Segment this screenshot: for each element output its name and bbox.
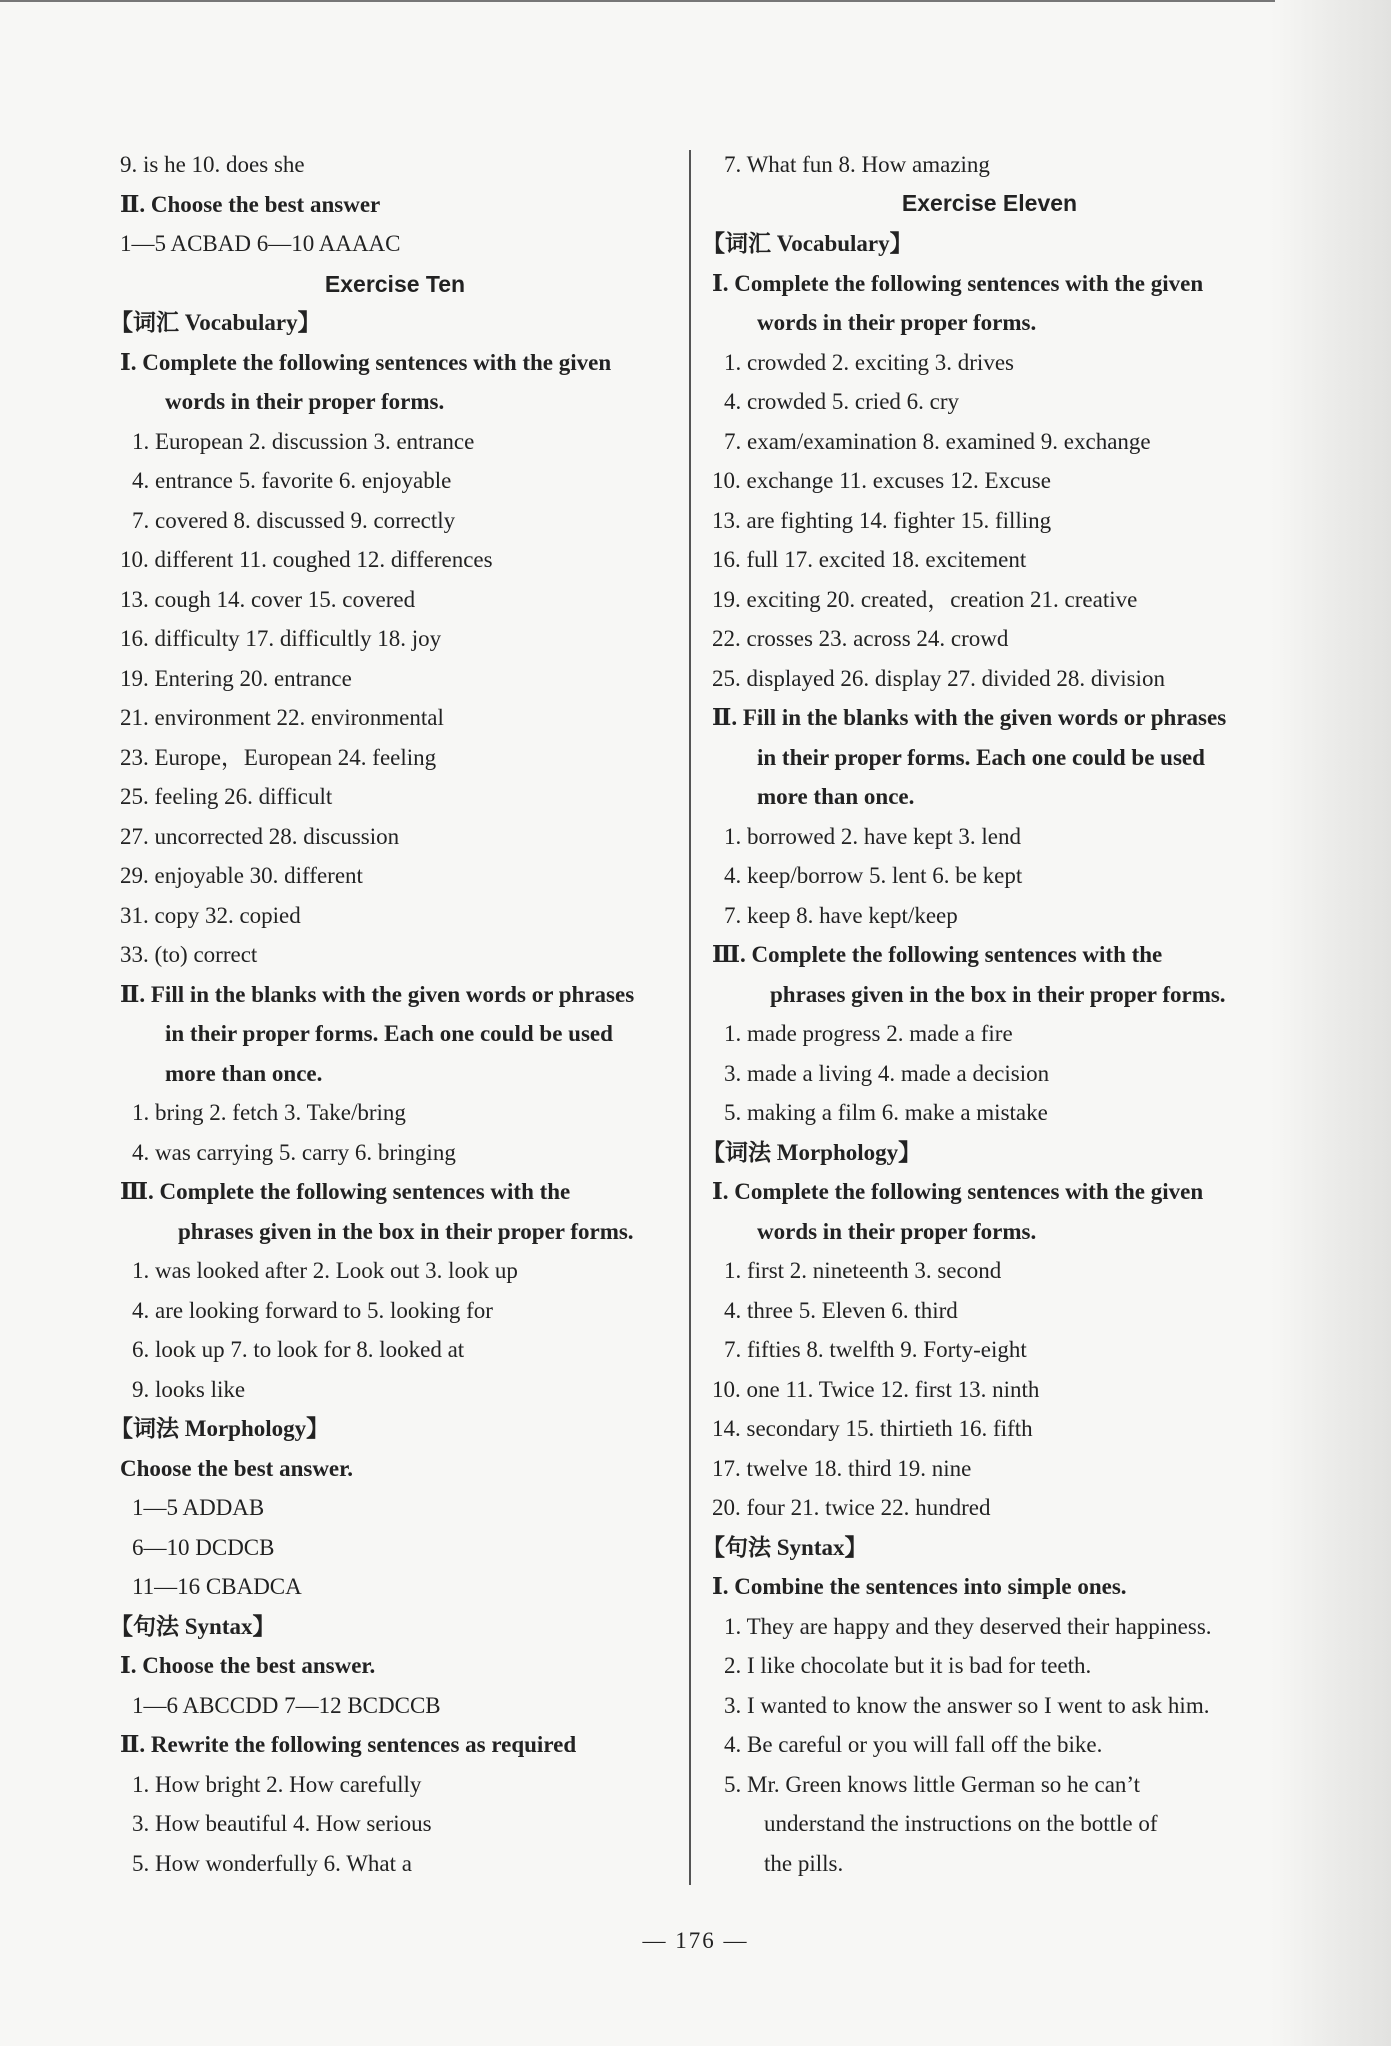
answer-line: 25. displayed 26. display 27. divided 28. division (712, 666, 1165, 691)
answer-line: 6—10 DCDCB (132, 1535, 275, 1560)
instruction-heading-cont: phrases given in the box in their proper forms. (178, 1219, 634, 1244)
answer-line: 4. entrance 5. favorite 6. enjoyable (132, 468, 452, 493)
instruction-heading: Ⅰ. Complete the following sentences with the given (712, 1179, 1204, 1204)
instruction-heading: Ⅱ. Rewrite the following sentences as required (120, 1732, 577, 1757)
answer-line: 4. was carrying 5. carry 6. bringing (132, 1140, 456, 1165)
answer-line: 1. was looked after 2. Look out 3. look up (132, 1258, 518, 1283)
category-heading: 【词法 Morphology】 (702, 1140, 922, 1165)
answer-line: 13. are fighting 14. fighter 15. filling (712, 508, 1052, 533)
category-heading: 【句法 Syntax】 (702, 1535, 868, 1560)
answer-line: 17. twelve 18. third 19. nine (712, 1456, 972, 1481)
answer-line: 1. How bright 2. How carefully (132, 1772, 422, 1797)
exercise-title: Exercise Ten (324, 271, 466, 297)
answer-line: 16. difficulty 17. difficultly 18. joy (120, 626, 442, 651)
answer-line: 1—6 ABCCDD 7—12 BCDCCB (132, 1693, 441, 1718)
answer-line: 1. borrowed 2. have kept 3. lend (724, 824, 1022, 849)
category-heading: 【词汇 Vocabulary】 (110, 310, 321, 335)
answer-line: 1. European 2. discussion 3. entrance (132, 429, 475, 454)
instruction-heading: Ⅰ. Complete the following sentences with the given (120, 350, 612, 375)
answer-line: 4. crowded 5. cried 6. cry (724, 389, 960, 414)
instruction-heading-cont: more than once. (165, 1061, 323, 1086)
answer-line: 4. Be careful or you will fall off the bike. (724, 1732, 1103, 1757)
instruction-heading: Ⅰ. Complete the following sentences with the given (712, 271, 1204, 296)
answer-line: 9. is he 10. does she (120, 152, 305, 177)
answer-line: 1. bring 2. fetch 3. Take/bring (132, 1100, 406, 1125)
answer-line: 4. are looking forward to 5. looking for (132, 1298, 493, 1323)
answer-line: 27. uncorrected 28. discussion (120, 824, 400, 849)
answer-line: 23. Europe，European 24. feeling (120, 745, 437, 770)
answer-line: 4. three 5. Eleven 6. third (724, 1298, 958, 1323)
answer-line: 3. I wanted to know the answer so I went to ask him. (724, 1693, 1210, 1718)
instruction-heading: Ⅰ. Combine the sentences into simple ones. (712, 1574, 1127, 1599)
answer-line: 9. looks like (132, 1377, 246, 1402)
answer-line: 10. exchange 11. excuses 12. Excuse (712, 468, 1051, 493)
category-heading: 【句法 Syntax】 (110, 1614, 276, 1639)
answer-line: 22. crosses 23. across 24. crowd (712, 626, 1009, 651)
answer-line: 20. four 21. twice 22. hundred (712, 1495, 991, 1520)
exercise-title: Exercise Eleven (901, 190, 1078, 216)
answer-line: 6. look up 7. to look for 8. looked at (132, 1337, 465, 1362)
answer-line: 31. copy 32. copied (120, 903, 301, 928)
instruction-heading-cont: phrases given in the box in their proper forms. (770, 982, 1226, 1007)
answer-line: 5. Mr. Green knows little German so he can’t (724, 1772, 1141, 1797)
answer-line: 5. How wonderfully 6. What a (132, 1851, 412, 1876)
answer-line: 25. feeling 26. difficult (120, 784, 333, 809)
answer-line: 1. made progress 2. made a fire (724, 1021, 1013, 1046)
answer-line: 1—5 ACBAD 6—10 AAAAC (120, 231, 401, 256)
instruction-heading-cont: in their proper forms. Each one could be used (165, 1021, 613, 1046)
answer-line: 21. environment 22. environmental (120, 705, 444, 730)
answer-line: 19. Entering 20. entrance (120, 666, 352, 691)
answer-line: 16. full 17. excited 18. excitement (712, 547, 1027, 572)
answer-line: 33. (to) correct (120, 942, 258, 967)
instruction-heading: Ⅲ. Complete the following sentences with the (712, 942, 1163, 967)
category-heading: 【词法 Morphology】 (110, 1416, 330, 1441)
answer-line: 7. What fun 8. How amazing (724, 152, 990, 177)
instruction-heading: Ⅰ. Choose the best answer. (120, 1653, 376, 1678)
answer-line: 7. exam/examination 8. examined 9. exchange (724, 429, 1151, 454)
answer-line: 10. one 11. Twice 12. first 13. ninth (712, 1377, 1040, 1402)
answer-line: 4. keep/borrow 5. lent 6. be kept (724, 863, 1023, 888)
answer-line: 2. I like chocolate but it is bad for teeth. (724, 1653, 1092, 1678)
category-heading: 【词汇 Vocabulary】 (702, 231, 913, 256)
instruction-heading: Ⅱ. Fill in the blanks with the given words or phrases (120, 982, 635, 1007)
answer-line: 7. covered 8. discussed 9. correctly (132, 508, 456, 533)
answer-line: 5. making a film 6. make a mistake (724, 1100, 1048, 1125)
answer-line: 1. They are happy and they deserved their happiness. (724, 1614, 1212, 1639)
answer-line: 3. made a living 4. made a decision (724, 1061, 1050, 1086)
answer-line: 1. crowded 2. exciting 3. drives (724, 350, 1014, 375)
instruction-heading: Ⅱ. Fill in the blanks with the given words or phrases (712, 705, 1227, 730)
page-edge-shadow (1271, 0, 1391, 2046)
instruction-heading-cont: words in their proper forms. (757, 1219, 1037, 1244)
instruction-heading: Choose the best answer. (120, 1456, 353, 1481)
page-number: — 176 — (642, 1928, 749, 1953)
answer-line: 14. secondary 15. thirtieth 16. fifth (712, 1416, 1033, 1441)
answer-line: 7. keep 8. have kept/keep (724, 903, 958, 928)
answer-line: 1—5 ADDAB (132, 1495, 265, 1520)
top-rule (0, 0, 1275, 2)
answer-line-cont: understand the instructions on the bottle of (764, 1811, 1158, 1836)
instruction-heading-cont: more than once. (757, 784, 915, 809)
instruction-heading: Ⅲ. Complete the following sentences with the (120, 1179, 571, 1204)
answer-line: 11—16 CBADCA (132, 1574, 302, 1599)
instruction-heading-cont: words in their proper forms. (757, 310, 1037, 335)
answer-line: 7. fifties 8. twelfth 9. Forty-eight (724, 1337, 1027, 1362)
answer-line: 13. cough 14. cover 15. covered (120, 587, 416, 612)
answer-line: 10. different 11. coughed 12. differences (120, 547, 493, 572)
answer-line: 29. enjoyable 30. different (120, 863, 363, 888)
section-heading: Ⅱ. Choose the best answer (120, 192, 381, 217)
instruction-heading-cont: in their proper forms. Each one could be used (757, 745, 1205, 770)
answer-line: 3. How beautiful 4. How serious (132, 1811, 432, 1836)
answer-line-cont: the pills. (764, 1851, 844, 1876)
column-divider (689, 150, 691, 1885)
answer-line: 19. exciting 20. created，creation 21. creative (712, 587, 1138, 612)
instruction-heading-cont: words in their proper forms. (165, 389, 445, 414)
answer-line: 1. first 2. nineteenth 3. second (724, 1258, 1002, 1283)
